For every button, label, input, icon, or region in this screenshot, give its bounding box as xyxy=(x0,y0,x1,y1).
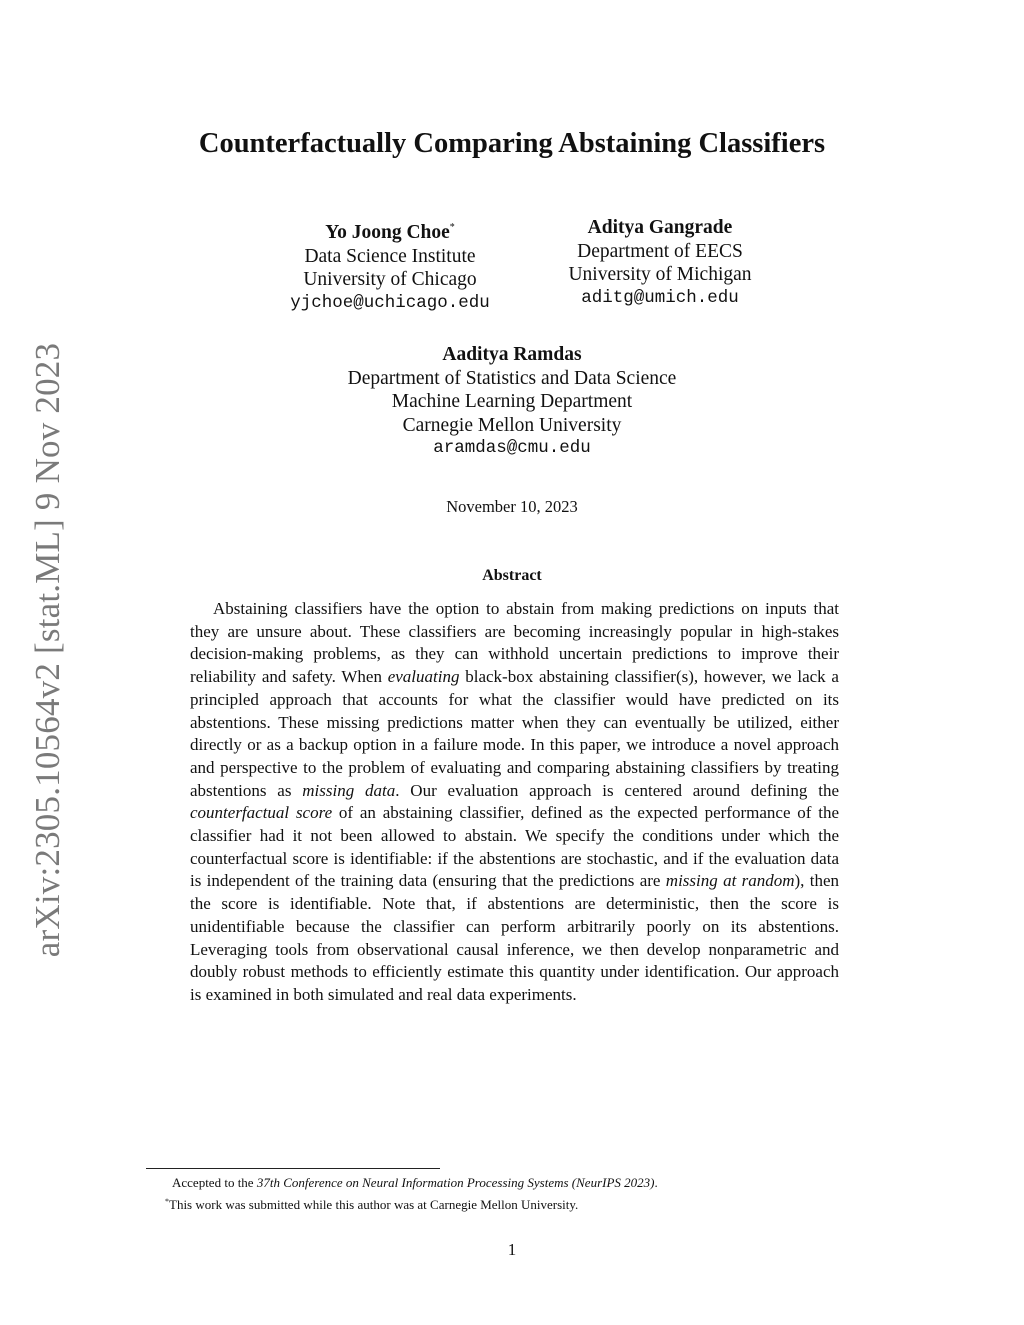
paper-date: November 10, 2023 xyxy=(446,497,578,516)
emphasis-text: missing data xyxy=(302,780,396,800)
author-block-3 xyxy=(262,343,762,461)
author-email[interactable]: aramdas@cmu.edu xyxy=(433,438,591,458)
author-affiliation: University of Michigan xyxy=(568,264,752,285)
footnote-venue: Accepted to the 37th Conference on Neural Information Processing Systems (NeurIPS 2023). xyxy=(172,1175,658,1190)
author-affiliation: Carnegie Mellon University xyxy=(402,414,622,436)
emphasis-text: missing at random xyxy=(665,871,795,891)
paper-title: Counterfactually Comparing Abstaining Classifiers xyxy=(198,128,826,159)
arxiv-identifier xyxy=(18,340,78,960)
author-affiliation: Department of EECS xyxy=(577,240,743,262)
author-affiliation: University of Chicago xyxy=(303,269,477,290)
page-number: 1 xyxy=(507,1240,517,1259)
emphasis-text: counterfactual score xyxy=(190,803,333,823)
footnotes xyxy=(165,1173,872,1214)
emphasis-text: evaluating xyxy=(387,667,460,687)
author-name: Yo Joong Choe* xyxy=(325,222,455,243)
author-name: Aaditya Ramdas xyxy=(442,344,582,365)
author-block-1 xyxy=(240,216,540,315)
author-name: Aditya Gangrade xyxy=(587,217,733,238)
abstract-text: Abstaining classifiers have the option to abstain from making predictions on inputs that they are unsure about. These classifiers are becoming increasingly popular in high-stakes decision-making problems, as they can withhold uncertain predictions to improve their reliability and safety. When evaluating black-box abstaining classifier(s), however, we lack a principled approach that accounts for what the classifier would have predicted on its abstentions. These missing predictions matter when they can eventually be utilized, either directly or as a backup option in a failure mode. In this paper, we introduce a novel approach and perspective to the problem of evaluating and comparing abstaining classifiers by treating abstentions as missing data. Our evaluation approach is centered around defining the counterfactual score of an abstaining classifier, defined as the expected performance of the classifier had it not been allowed to abstain. We specify the conditions under which the counterfactual score is identifiable: if the abstentions are stochastic, and if the evaluation data is independent of the training data (ensuring that the predictions are missing at random), then the score is identifiable. Note that, if abstentions are deterministic, then the score is unidentifiable because the classifier can perform arbitrarily poorly on its abstentions. Leveraging tools from observational causal inference, we then develop nonparametric and doubly robust methods to efficiently estimate this quantity under identification. Our approach is examined in both simulated and real data experiments. xyxy=(190,599,840,1004)
footnote-divider xyxy=(146,1168,440,1169)
author-footnote-marker: * xyxy=(449,222,455,233)
footnote-author-note: *This work was submitted while this author was at Carnegie Mellon University. xyxy=(165,1197,579,1212)
author-email[interactable]: aditg@umich.edu xyxy=(581,287,739,308)
author-block-2 xyxy=(510,216,810,310)
author-affiliation: Data Science Institute xyxy=(304,245,476,267)
arxiv-identifier-text: arXiv:2305.10564v2 [stat.ML] 9 Nov 2023 xyxy=(28,342,67,958)
abstract-heading: Abstract xyxy=(482,567,542,584)
author-affiliation: Department of Statistics and Data Science xyxy=(347,367,677,389)
author-affiliation: Machine Learning Department xyxy=(391,391,633,412)
author-email[interactable]: yjchoe@uchicago.edu xyxy=(290,292,490,313)
